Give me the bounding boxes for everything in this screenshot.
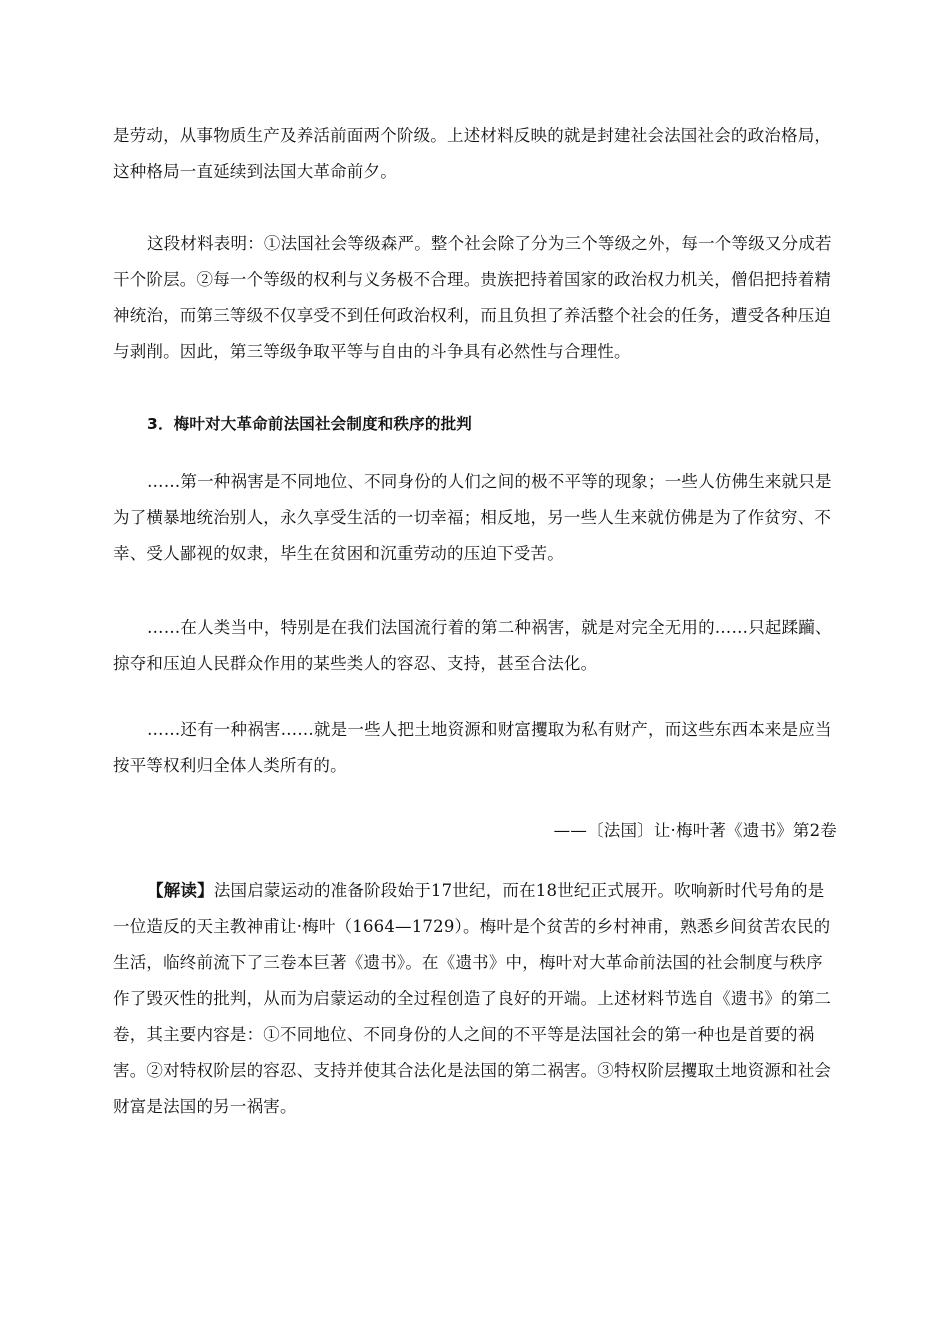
interpretation-paragraph [113, 873, 837, 1125]
paragraph-continuation: 是劳动，从事物质生产及养活前面两个阶级。上述材料反映的就是封建社会法国社会的政治格局，这种格局一直延续到法国大革命前夕。 [113, 126, 832, 181]
quote-paragraph-2: ……在人类当中，特别是在我们法国流行着的第二种祸害，就是对完全无用的……只起蹂躏、掠夺和压迫人民群众作用的某些类人的容忍、支持，甚至合法化。 [113, 618, 832, 673]
section-heading: 3．梅叶对大革命前法国社会制度和秩序的批判 [147, 415, 472, 433]
paragraph-analysis: 这段材料表明：①法国社会等级森严。整个社会除了分为三个等级之外，每一个等级又分成若干个阶层。②每一个等级的权利与义务极不合理。贵族把持着国家的政治权力机关，僧侣把持着精神统治，而第三等级不仅享受不到任何政治权利，而且负担了养活整个社会的任务，遭受各种压迫与剥削。因此，第三等级争取平等与自由的斗争具有必然性与合理性。 [113, 234, 832, 361]
quote-paragraph-3: ……还有一种祸害……就是一些人把土地资源和财富攫取为私有财产，而这些东西本来是应当按平等权利归全体人类所有的。 [113, 720, 832, 775]
interpretation-label: 【解读】 [147, 881, 214, 900]
quote-source: ——〔法国〕让·梅叶著《遗书》第2卷 [553, 821, 837, 840]
quote-paragraph-1: ……第一种祸害是不同地位、不同身份的人们之间的极不平等的现象；一些人仿佛生来就只是为了横暴地统治别人，永久享受生活的一切幸福；相反地，另一些人生来就仿佛是为了作贫穷、不幸、受人鄙视的奴隶，毕生在贫困和沉重劳动的压迫下受苦。 [113, 472, 832, 563]
interpretation-text: 法国启蒙运动的准备阶段始于17世纪，而在18世纪正式展开。吹响新时代号角的是一位造反的天主教神甫让·梅叶（1664—1729）。梅叶是个贫苦的乡村神甫，熟悉乡间贫苦农民的生活，临终前流下了三卷本巨著《遗书》。在《遗书》中，梅叶对大革命前法国的社会制度与秩序作了毁灭性的批判，从而为启蒙运动的全过程创造了良好的开端。上述材料节选自《遗书》的第二卷，其主要内容是：①不同地位、不同身份的人之间的不平等是法国社会的第一种也是首要的祸害。②对特权阶层的容忍、支持并使其合法化是法国的第二祸害。③特权阶层攫取土地资源和社会财富是法国的另一祸害。 [113, 881, 832, 1116]
